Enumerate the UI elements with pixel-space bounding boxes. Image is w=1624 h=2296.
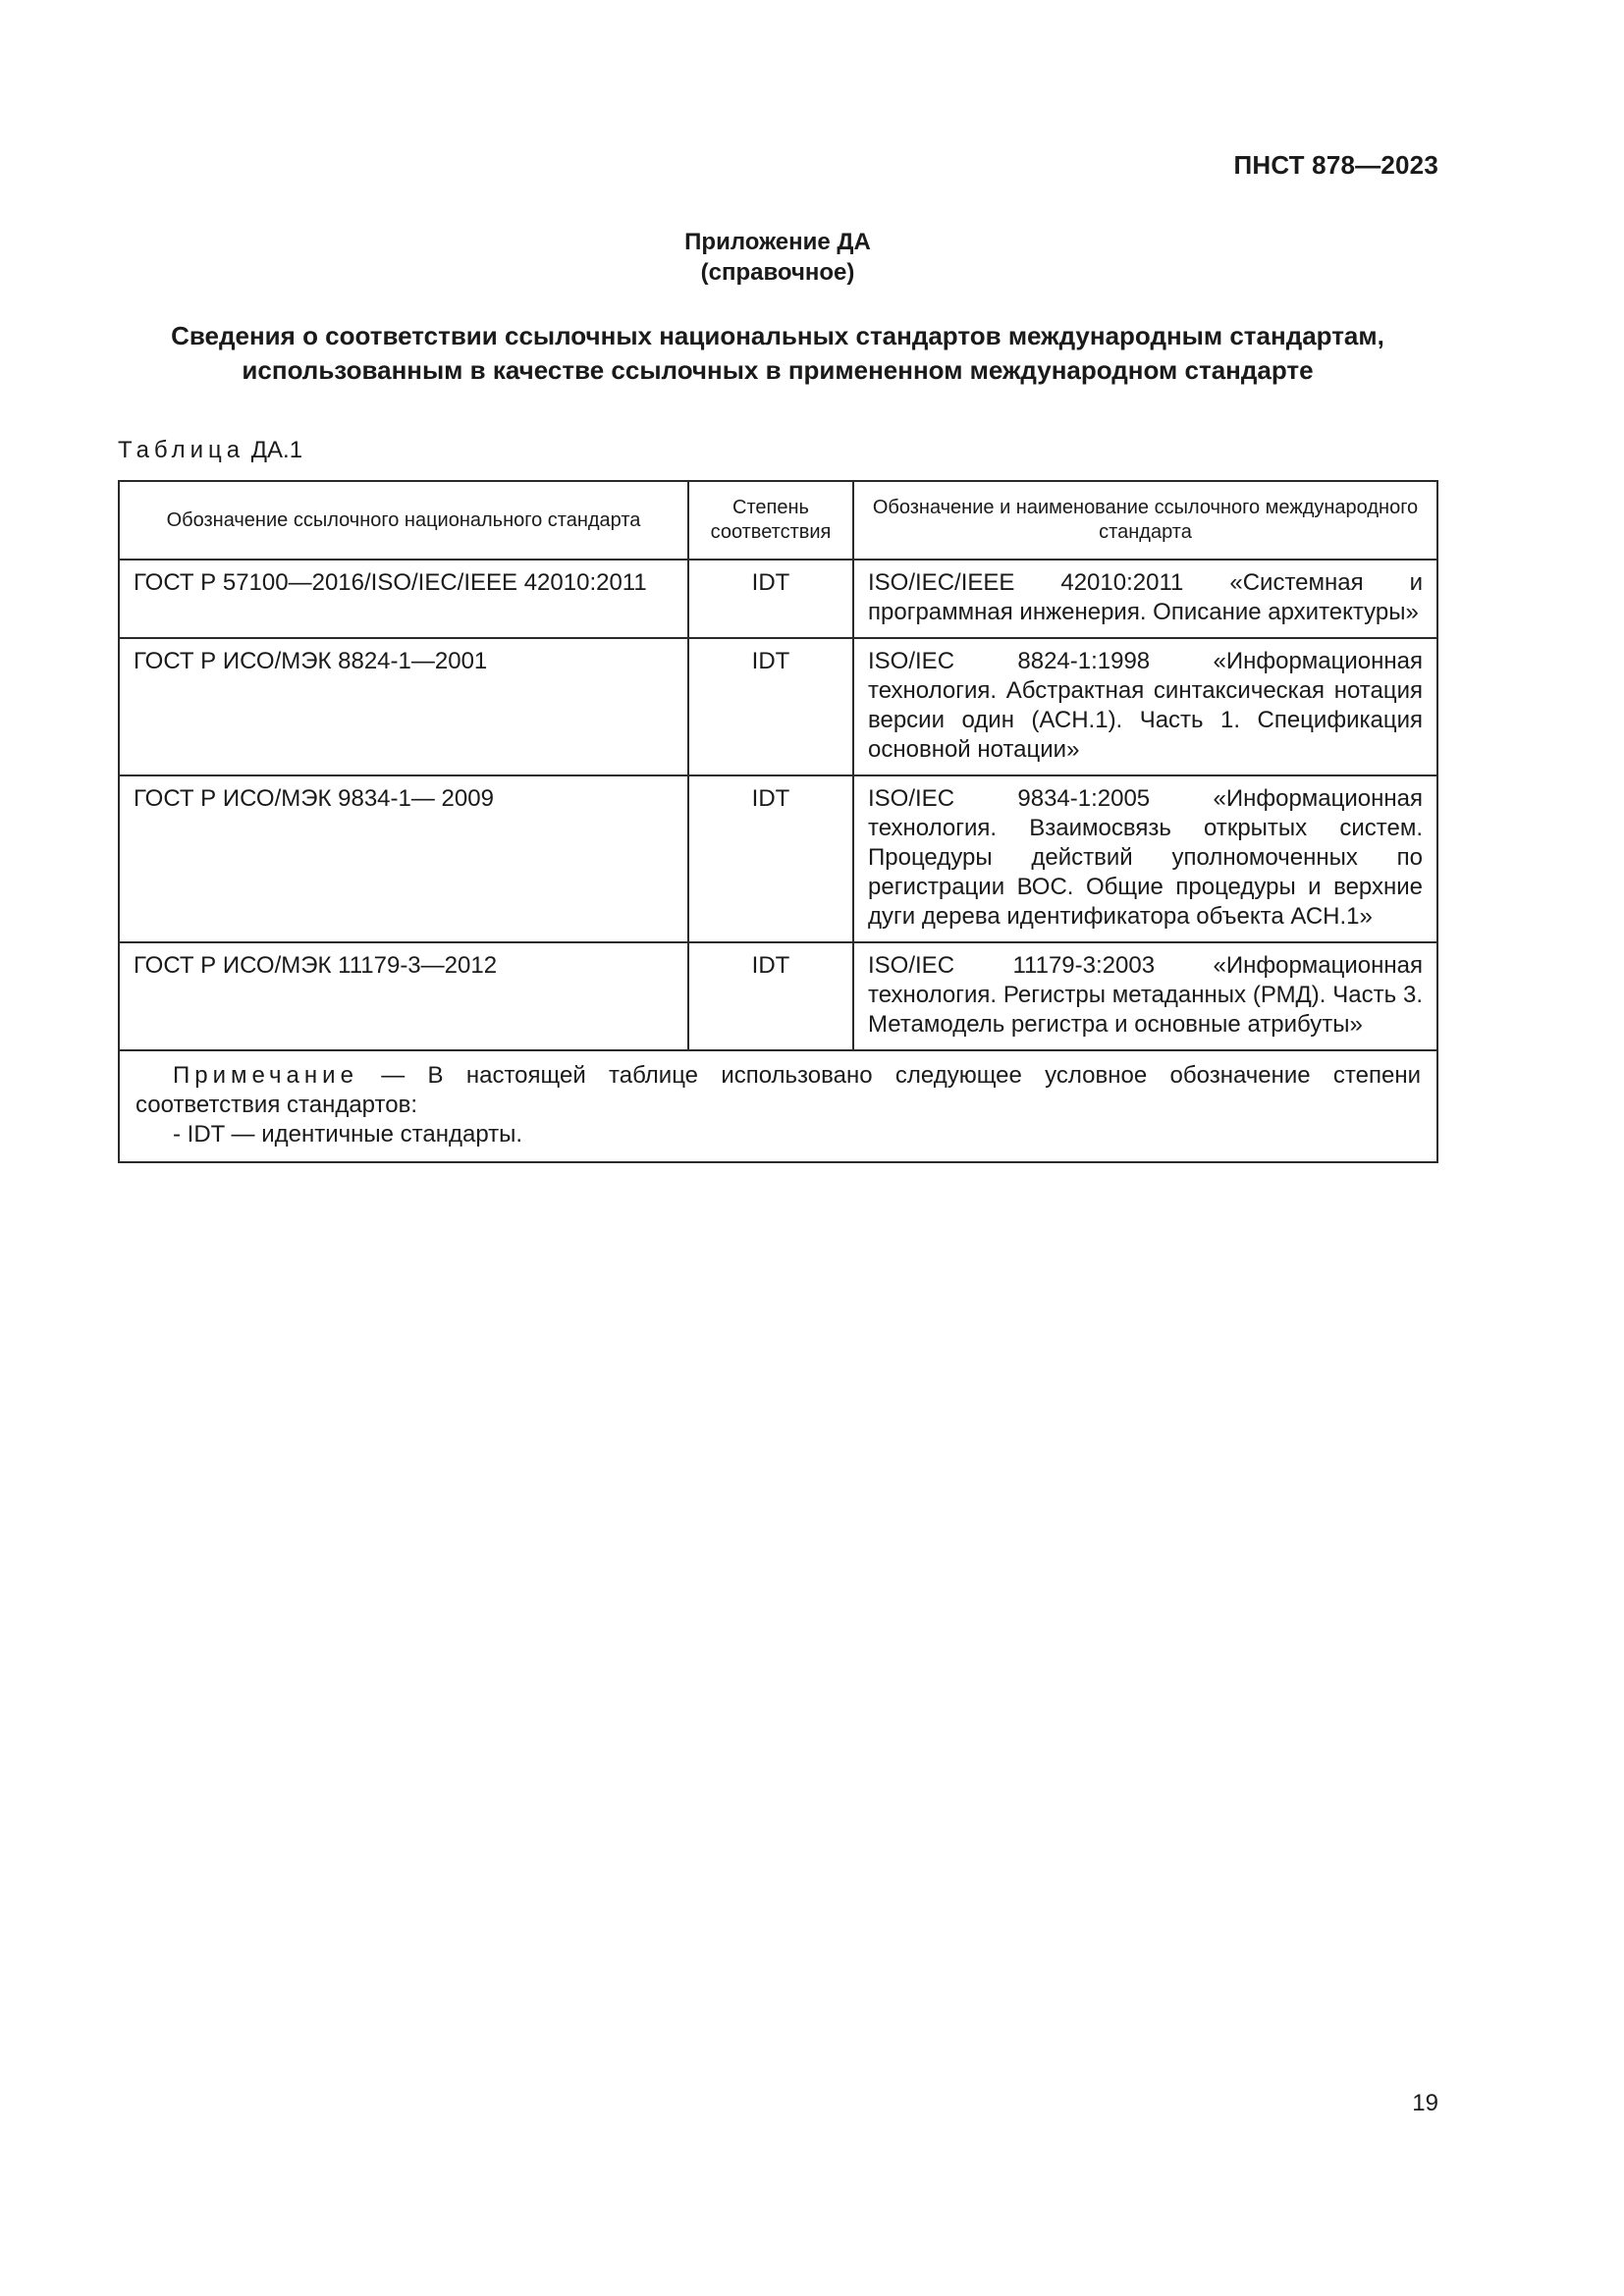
table-caption-label: Таблица — [118, 437, 245, 463]
document-code: ПНСТ 878—2023 — [1233, 150, 1438, 180]
degree-cell: IDT — [688, 775, 853, 942]
heading-line-1: Сведения о соответствии ссылочных национальных стандартов международным стандартам, — [171, 321, 1384, 350]
national-standard-cell: ГОСТ Р ИСО/МЭК 8824-1—2001 — [119, 638, 688, 775]
degree-cell: IDT — [688, 942, 853, 1050]
note-label: Примечание — [173, 1062, 358, 1089]
table-row — [119, 942, 1437, 1050]
degree-cell: IDT — [688, 638, 853, 775]
heading-line-2: использованным в качестве ссылочных в примененном международном стандарте — [242, 355, 1314, 385]
appendix-status: (справочное) — [700, 259, 855, 286]
international-standard-cell: ISO/IEC 8824-1:1998 «Информационная технология. Абстрактная синтаксическая нотация версии один (АСН.1). Часть 1. Спецификация основной нотации» — [853, 638, 1437, 775]
national-standard-cell: ГОСТ Р ИСО/МЭК 11179-3—2012 — [119, 942, 688, 1050]
table-row — [119, 775, 1437, 942]
table-header-row — [119, 481, 1437, 560]
table-note-row — [119, 1050, 1437, 1162]
table-caption — [118, 437, 302, 464]
standards-table — [118, 480, 1438, 1163]
national-standard-cell: ГОСТ Р 57100—2016/ISO/IEC/IEEE 42010:2011 — [119, 560, 688, 638]
column-header-international: Обозначение и наименование ссылочного международного стандарта — [853, 481, 1437, 560]
page-number: 19 — [1412, 2090, 1438, 2116]
international-standard-cell: ISO/IEC 9834-1:2005 «Информационная технология. Взаимосвязь открытых систем. Процедуры действий уполномоченных по регистрации ВОС. Общие процедуры и верхние дуги дерева идентификатора объекта АСН.1» — [853, 775, 1437, 942]
table-row — [119, 560, 1437, 638]
appendix-title — [0, 227, 1555, 288]
appendix-label: Приложение ДА — [684, 229, 871, 255]
table-caption-number: ДА.1 — [250, 437, 303, 463]
degree-cell: IDT — [688, 560, 853, 638]
national-standard-cell: ГОСТ Р ИСО/МЭК 9834-1— 2009 — [119, 775, 688, 942]
column-header-degree: Степень соответствия — [688, 481, 853, 560]
international-standard-cell: ISO/IEC/IEEE 42010:2011 «Системная и программная инженерия. Описание архитектуры» — [853, 560, 1437, 638]
appendix-heading — [0, 319, 1555, 388]
table-note — [119, 1050, 1437, 1162]
note-item: - IDT — идентичные стандарты. — [173, 1121, 523, 1148]
column-header-national: Обозначение ссылочного национального стандарта — [119, 481, 688, 560]
international-standard-cell: ISO/IEC 11179-3:2003 «Информационная технология. Регистры метаданных (РМД). Часть 3. Метамодель регистра и основные атрибуты» — [853, 942, 1437, 1050]
table-row — [119, 638, 1437, 775]
note-text: — В настоящей таблице использовано следующее условное обозначение степени соответствия стандартов: — [135, 1062, 1422, 1118]
